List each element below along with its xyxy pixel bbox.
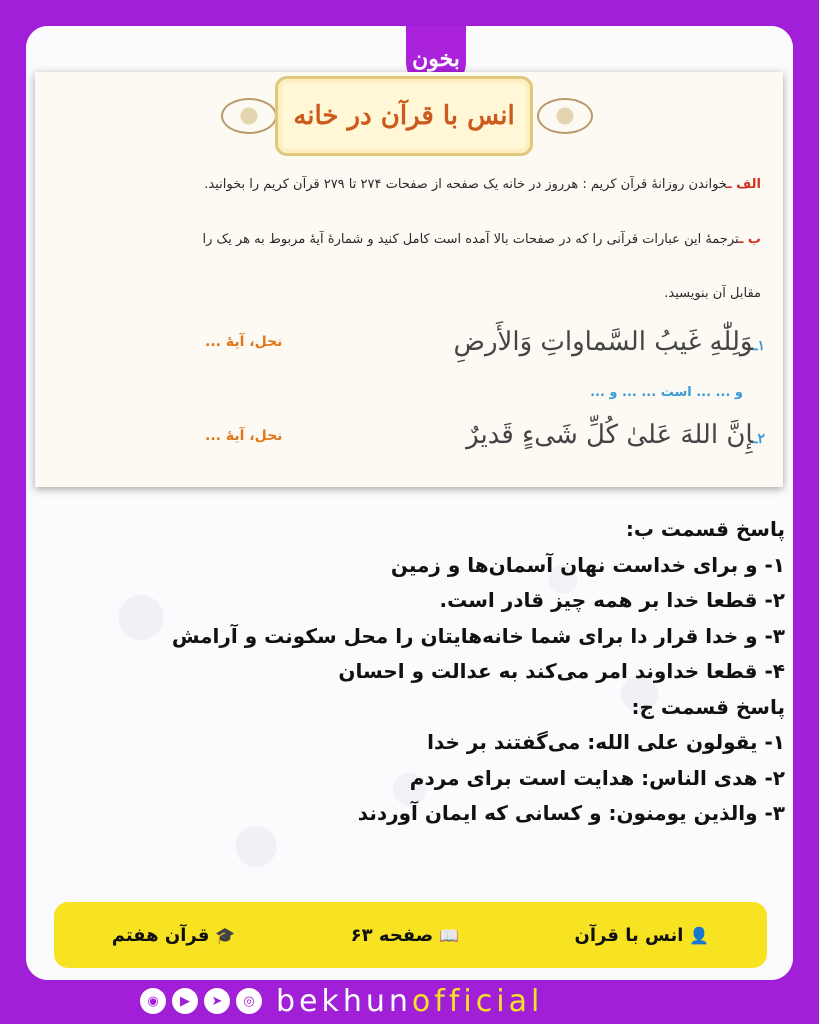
translation-blanks: و ... ... است ... ... و ... bbox=[590, 385, 743, 400]
textbook-page-image bbox=[35, 72, 783, 487]
page-info: 📖 صفحه ۶۳ bbox=[350, 924, 460, 946]
info-bar bbox=[54, 902, 767, 968]
bekhun-logo: بخون bbox=[406, 26, 466, 92]
verse-1: ۱ـوَلِلّٰهِ غَیبُ السَّماواتِ وَالأَرضِ bbox=[453, 327, 765, 357]
answer-b1: ۱- و برای خداست نهان آسمان‌ها و زمین bbox=[390, 552, 785, 577]
graduation-cap-icon: 🎓 bbox=[215, 925, 236, 945]
ornament-left-icon bbox=[221, 98, 277, 134]
youtube-icon[interactable]: ▶ bbox=[172, 988, 198, 1014]
answer-b-title: پاسخ قسمت ب: bbox=[625, 517, 785, 541]
brand-name: bekhunofficial bbox=[276, 983, 544, 1019]
instruction-b: ب ـترجمهٔ این عبارات قرآنی را که در صفحات بالا آمده است کامل کنید و شمارهٔ آیهٔ مربوط به هر یک را bbox=[202, 232, 761, 247]
book-open-icon: 📖 bbox=[439, 925, 460, 945]
telegram-icon[interactable]: ➤ bbox=[204, 988, 230, 1014]
answer-c3: ۳- والذین یومنون: و کسانی که ایمان آوردند bbox=[357, 801, 785, 825]
instruction-a: الف ـخواندن روزانهٔ قرآن کریم : هرروز در خانه یک صفحه از صفحات ۲۷۴ تا ۲۷۹ قرآن کریم را بخوانید. bbox=[204, 177, 761, 192]
section-title-banner bbox=[275, 76, 533, 156]
ornament-right-icon bbox=[537, 98, 593, 134]
verse-2-reference: نحل، آیهٔ ... bbox=[205, 428, 283, 444]
instagram-icon[interactable]: ◎ bbox=[236, 988, 262, 1014]
answer-b4: ۴- قطعا خداوند امر می‌کند به عدالت و احسان bbox=[338, 659, 785, 683]
answer-b2: ۲- قطعا خدا بر همه چیز قادر است. bbox=[439, 588, 785, 612]
section-title: انس با قرآن در خانه bbox=[293, 101, 515, 131]
instruction-b-cont: مقابل آن بنویسید. bbox=[664, 286, 761, 301]
student-icon: 👤 bbox=[689, 925, 710, 945]
answers-block bbox=[50, 512, 785, 832]
book-info: 🎓 قرآن هفتم bbox=[111, 924, 236, 946]
answer-b3: ۳- و خدا قرار دا برای شما خانه‌هایتان را محل سکونت و آرامش bbox=[171, 623, 785, 648]
verse-1-reference: نحل، آیهٔ ... bbox=[205, 334, 283, 350]
verse-2: ۲ـإِنَّ اللهَ عَلیٰ کُلِّ شَیءٍ قَدیرٌ bbox=[466, 420, 765, 450]
answer-c1: ۱- یقولون علی الله: می‌گفتند بر خدا bbox=[427, 730, 785, 754]
answer-c2: ۲- هدی الناس: هدایت است برای مردم bbox=[409, 765, 785, 790]
social-bar bbox=[140, 983, 544, 1019]
answer-c-title: پاسخ قسمت ج: bbox=[631, 694, 785, 719]
aparat-icon[interactable]: ◉ bbox=[140, 988, 166, 1014]
lesson-info: 👤 انس با قرآن bbox=[574, 924, 710, 946]
